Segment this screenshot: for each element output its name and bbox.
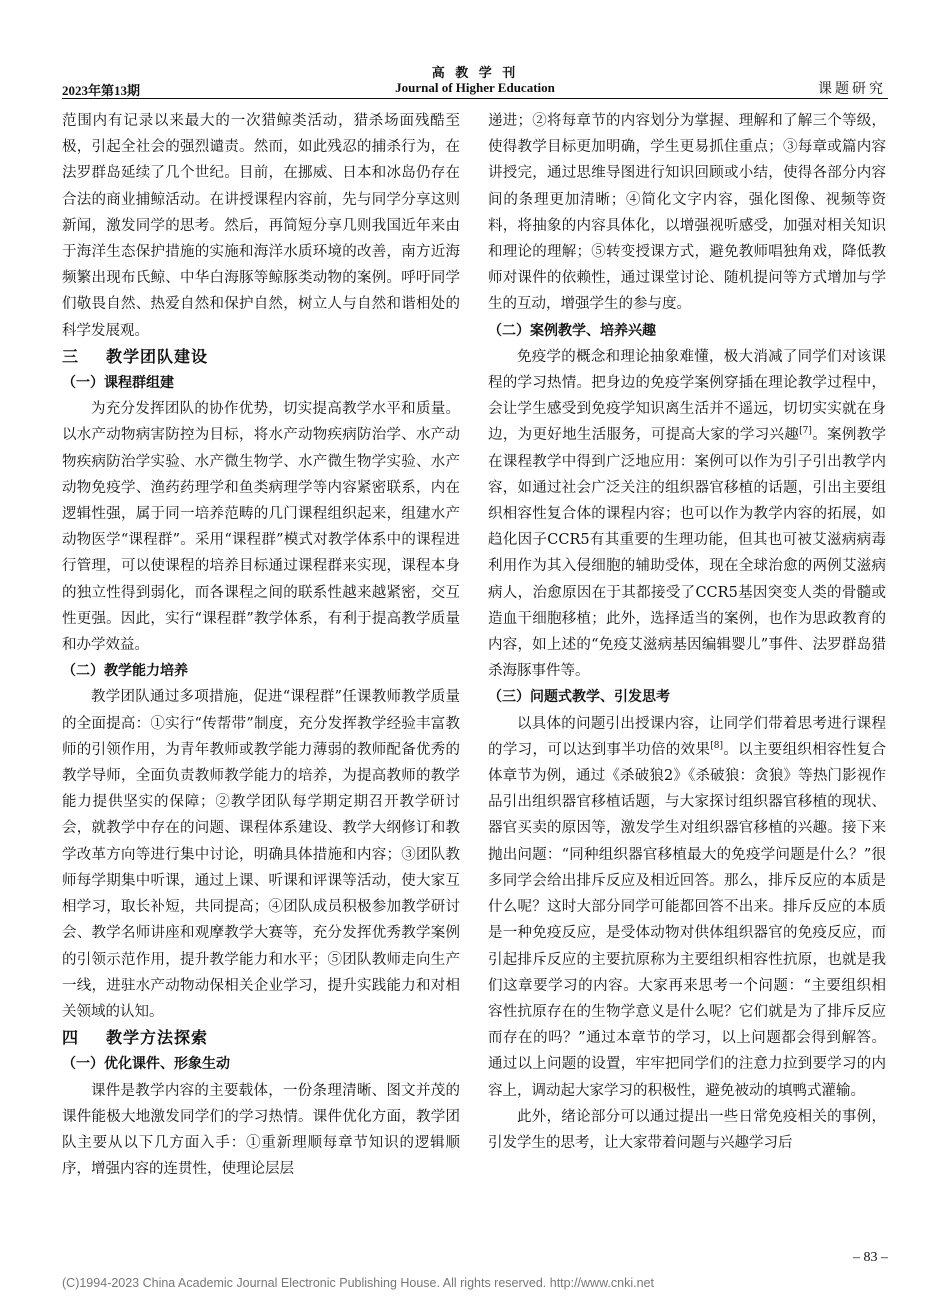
paragraph-problem-teaching <box>488 711 886 1104</box>
subsection-heading-4-1 <box>62 1051 460 1077</box>
subsection-title: 问题式教学、引发思考 <box>530 689 670 706</box>
subsection-title: 案例教学、培养兴趣 <box>530 322 656 339</box>
journal-title-english: Journal of Higher Education <box>395 80 555 95</box>
subsection-heading-3-2 <box>62 658 460 684</box>
paragraph-courseware: 课件是教学内容的主要载体，一份条理清晰、图文并茂的课件能极大地激发同学们的学习热情。课件优化方面，教学团队主要从以下几方面入手：①重新理顺每章节知识的逻辑顺序，增强内容的连贯性，使理论层层 <box>62 1082 460 1178</box>
issue-label: 2023年第13期 <box>62 83 141 98</box>
subsection-title: 课程群组建 <box>104 375 174 392</box>
paragraph-courseware-continued: 递进；②将每章节的内容划分为掌握、理解和了解三个等级，使得教学目标更加明确，学生更易抓住重点；③每章或篇内容讲授完，通过思维导图进行知识回顾或小结，使得各部分内容间的条理更加清晰；④简化文字内容，强化图像、视频等资料，将抽象的内容具体化，以增强视听感受，加强对相关知识和理论的理解；⑤转变授课方式，避免教师唱独角戏，降低教师对课件的依赖性，通过课堂讨论、随机提问等方式增加与学生的互动，增强学生的参与度。 <box>488 113 886 313</box>
subsection-heading-4-2 <box>488 318 886 344</box>
subsection-number: （二） <box>488 322 530 339</box>
paragraph-text: 以具体的问题引出授课内容，让同学们带着思考进行课程的学习，可以达到事半功倍的效果 <box>488 715 886 758</box>
page-number: – 83 – <box>853 1250 888 1265</box>
section-title: 教学方法探索 <box>106 1028 209 1048</box>
section-heading-3 <box>62 344 460 370</box>
subsection-number: （三） <box>488 689 530 706</box>
paragraph-text: 。案例教学在课程教学中得到广泛地应用：案例可以作为引子引出教学内容，如通过社会广泛关注的组织器官移植的话题，引出主要组织相容性复合体的课程内容；也可以作为教学内容的拓展，如趋化因子CCR5有其重要的生理功能，但其也可被艾滋病病毒利用作为其入侵细胞的辅助受体，现在全球治愈的两例艾滋病病人，治愈原因在于其都接受了CCR5基因突变人类的骨髓或造血干细胞移植；此外，选择适当的案例，也作为思政教育的内容，如上述的“免疫艾滋病基因编辑婴儿”事件、法罗群岛猎杀海豚事件等。 <box>488 427 886 680</box>
paragraph-text: 。以主要组织相容性复合体章节为例，通过《杀破狼2》《杀破狼：贪狼》等热门影视作品引出组织器官移植话题，与大家探讨组织器官移植的现状、器官买卖的原因等，激发学生对组织器官移植的兴趣。接下来抛出问题：“同种组织器官移植最大的免疫学问题是什么？”很多同学会给出排斥反应及相近回答。那么，排斥反应的本质是什么呢？这时大部分同学可能都回答不出来。排斥反应的本质是一种免疫反应，是受体动物对供体组织器官的免疫反应，而引起排斥反应的主要抗原称为主要组织相容性抗原，也就是我们这章要学习的内容。大家再来思考一个问题：“主要组织相容性抗原存在的生物学意义是什么呢？它们就是为了排斥反应而存在的吗？”通过本章节的学习，以上问题都会得到解答。通过以上问题的设置，牢牢把同学们的注意力拉到要学习的内容上，调动起大家学习的积极性，避免被动的填鸭式灌输。 <box>488 741 886 1099</box>
section-label: 课题研究 <box>818 81 886 97</box>
paragraph-course-group: 为充分发挥团队的协作优势，切实提高教学水平和质量。以水产动物病害防控为目标，将水产动物疾病防治学、水产动物疾病防治学实验、水产微生物学、水产微生物学实验、水产动物免疫学、渔药药理学和鱼类病理学等内容紧密联系，内在逻辑性强，属于同一培养范畴的几门课程组织起来，组建水产动物医学“课程群”。采用“课程群”模式对教学体系中的课程进行管理，可以使课程的培养目标通过课程群来实现，课程本身的独立性得到弱化，而各课程之间的联系性越来越紧密，交互性更强。因此，实行“课程群”教学体系，有利于提高教学质量和办学效益。 <box>62 401 460 654</box>
paragraph-intro: 范围内有记录以来最大的一次猎鲸类活动，猎杀场面残酷至极，引起全社会的强烈谴责。然而，如此残忍的捕杀行为，在法罗群岛延续了几个世纪。目前，在挪威、日本和冰岛仍存在合法的商业捕鲸活动。在讲授课程内容前，先与同学分享这则新闻，激发同学的思考。然后，再简短分享几则我国近年来由于海洋生态保护措施的实施和海洋水质环境的改善，南方近海频繁出现布氏鲸、中华白海豚等鲸豚类动物的案例。呼吁同学们敬畏自然、热爱自然和保护自然，树立人与自然和谐相处的科学发展观。 <box>62 113 460 339</box>
subsection-title: 优化课件、形象生动 <box>104 1056 230 1073</box>
paragraph-teaching-ability: 教学团队通过多项措施，促进“课程群”任课教师教学质量的全面提高：①实行“传帮带”制度，充分发挥教学经验丰富教师的引领作用，为青年教师或教学能力薄弱的教师配备优秀的教学导师，全面负责教师教学能力的培养，为提高教师的教学能力提供坚实的保障；②教学团队每学期定期召开教学研讨会，就教学中存在的问题、课程体系建设、教学大纲修订和教学改革方向等进行集中讨论，明确具体措施和内容；③团队教师每学期集中听课，通过上课、听课和评课等活动，使大家互相学习，取长补短，共同提高；④团队成员积极参加教学研讨会、教学名师讲座和观摩教学大赛等，充分发挥优秀教学案例的引领示范作用，提升教学能力和水平；⑤团队教师走向生产一线，进驻水产动物动保相关企业学习，提升实践能力和对相关领域的认知。 <box>62 689 460 1020</box>
section-number: 四 <box>62 1028 80 1048</box>
citation-ref: [8] <box>710 741 724 752</box>
section-number: 三 <box>62 346 80 366</box>
left-column <box>62 108 460 1268</box>
subsection-heading-4-3 <box>488 684 886 710</box>
journal-title-chinese: 高 教 学 刊 <box>431 66 519 81</box>
header-divider <box>62 98 888 99</box>
section-title: 教学团队建设 <box>106 346 209 366</box>
paragraph-case-teaching <box>488 344 886 685</box>
paragraph-introduction-examples: 此外，绪论部分可以通过提出一些日常免疫相关的事例，引发学生的思考，让大家带着问题与兴趣学习后 <box>488 1108 886 1151</box>
subsection-title: 教学能力培养 <box>104 663 188 680</box>
section-heading-4 <box>62 1025 460 1051</box>
subsection-number: （一） <box>62 1056 104 1073</box>
right-column <box>488 108 886 1268</box>
subsection-number: （二） <box>62 663 104 680</box>
citation-ref: [7] <box>799 426 812 437</box>
subsection-heading-3-1 <box>62 370 460 396</box>
copyright-notice: (C)1994-2023 China Academic Journal Electronic Publishing House. All rights reserved. http://www.cnki.net <box>62 1276 654 1290</box>
subsection-number: （一） <box>62 375 104 392</box>
paragraph-text: 免疫学的概念和理论抽象难懂，极大消减了同学们对该课程的学习热情。把身边的免疫学案例穿插在理论教学过程中，会让学生感受到免疫学知识离生活并不遥远，切切实实就在身边，为更好地生活服务，可提高大家的学习兴趣 <box>488 348 886 444</box>
